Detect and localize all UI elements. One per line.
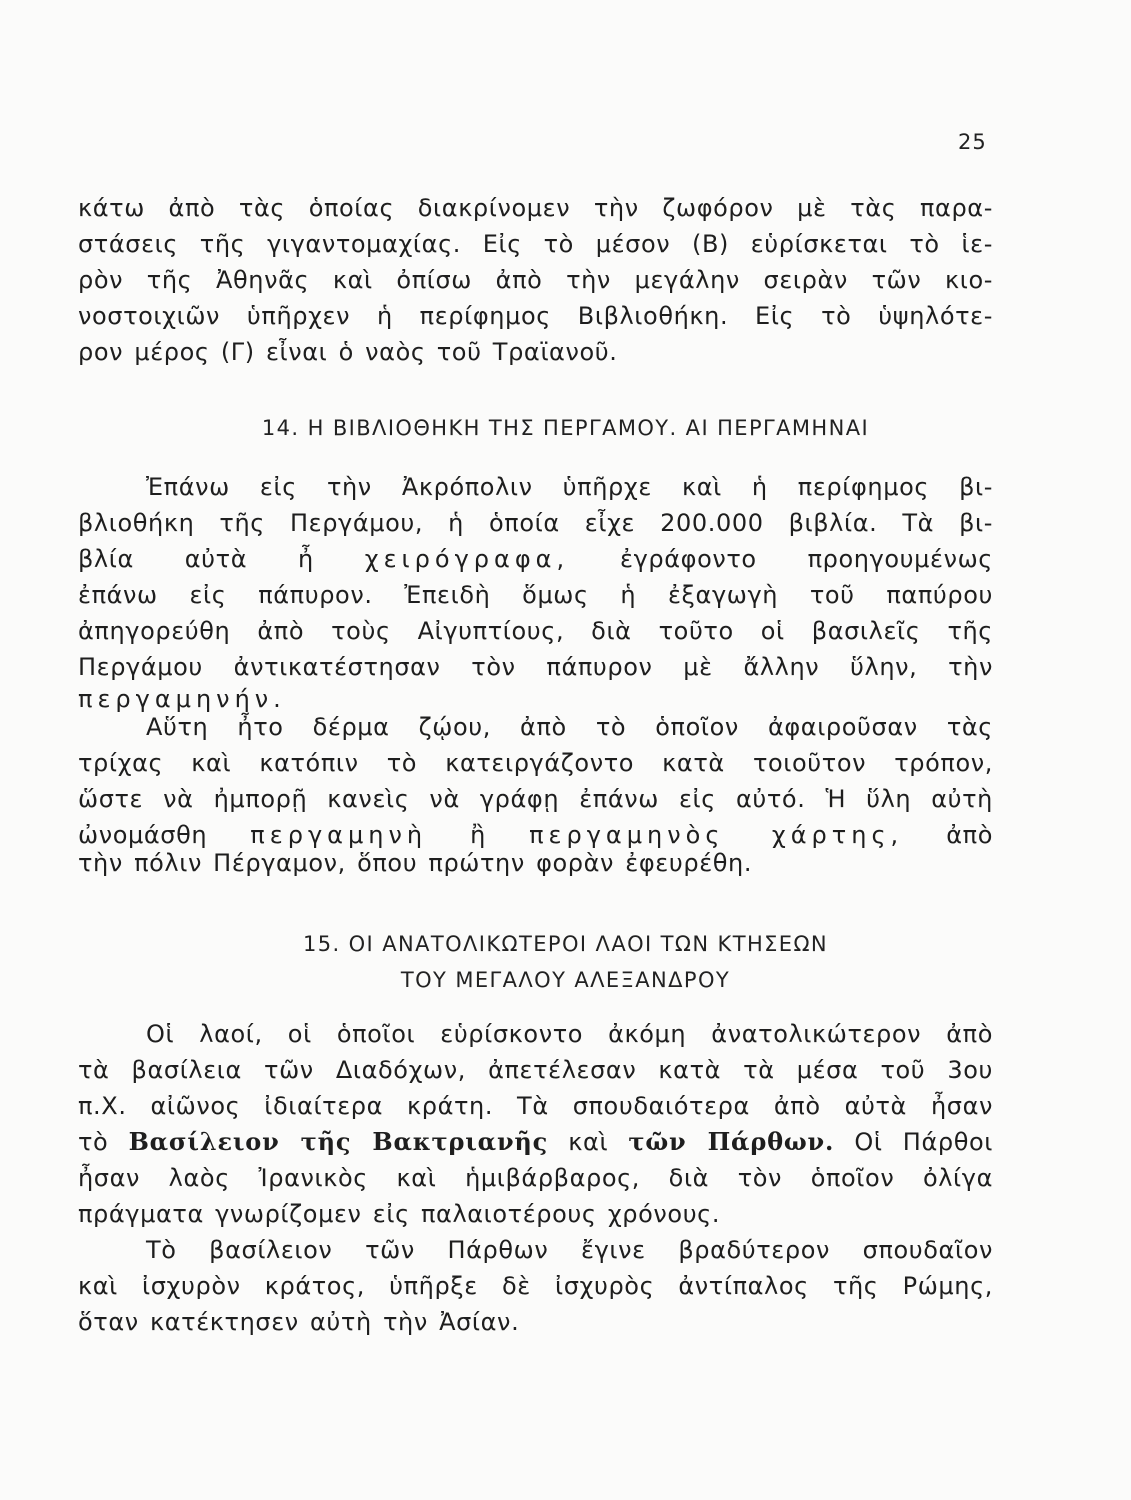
text-line: ρὸν τῆς Ἀθηνᾶς καὶ ὀπίσω ἀπὸ τὴν μεγάλην σειρὰν τῶν κιο- bbox=[78, 266, 993, 294]
text-line: τρίχας καὶ κατόπιν τὸ κατειργάζοντο κατὰ τοιοῦτον τρόπον, bbox=[78, 749, 993, 777]
section-heading-15-line2: ΤΟΥ ΜΕΓΑΛΟΥ ΑΛΕΞΑΝΔΡΟΥ bbox=[400, 968, 731, 992]
emphasized-word: περγαμηνὸς χάρτης, bbox=[529, 821, 904, 849]
text-line: Αὕτη ἦτο δέρμα ζῴου, ἀπὸ τὸ ὁποῖον ἀφαιροῦσαν τὰς bbox=[146, 713, 993, 741]
text-line: καὶ ἰσχυρὸν κράτος, ὑπῆρξε δὲ ἰσχυρὸς ἀντίπαλος τῆς Ρώμης, bbox=[78, 1272, 993, 1300]
text-fragment: καὶ bbox=[568, 1128, 609, 1156]
bold-term: Βασίλειον τῆς Βακτριανῆς bbox=[128, 1127, 549, 1156]
text-fragment: τὸ bbox=[78, 1128, 109, 1156]
text-line: ὅταν κατέκτησεν αὐτὴ τὴν Ἀσίαν. bbox=[78, 1308, 520, 1336]
text-fragment: Οἱ Πάρθοι bbox=[854, 1128, 993, 1156]
text-line: Περγάμου ἀντικατέστησαν τὸν πάπυρον μὲ ἄλλην ὕλην, τὴν bbox=[78, 653, 993, 681]
text-line bbox=[78, 820, 993, 850]
text-line bbox=[78, 1127, 993, 1157]
text-line: ἀπηγορεύθη ἀπὸ τοὺς Αἰγυπτίους, διὰ τοῦτο οἱ βασιλεῖς τῆς bbox=[78, 617, 993, 645]
text-line: τὴν πόλιν Πέργαμον, ὅπου πρώτην φορὰν ἐφευρέθη. bbox=[78, 849, 753, 877]
text-fragment: ἐγράφοντο προηγουμένως bbox=[620, 545, 993, 573]
section-heading-15-line1: 15. ΟΙ ΑΝΑΤΟΛΙΚΩΤΕΡΟΙ ΛΑΟΙ ΤΩΝ ΚΤΗΣΕΩΝ bbox=[302, 932, 829, 956]
emphasized-word: περγαμηνὴ bbox=[250, 821, 428, 849]
text-line: τὰ βασίλεια τῶν Διαδόχων, ἀπετέλεσαν κατὰ τὰ μέσα τοῦ 3ου bbox=[78, 1056, 993, 1084]
text-line: Ἐπάνω εἰς τὴν Ἀκρόπολιν ὑπῆρχε καὶ ἡ περίφημος βι- bbox=[146, 473, 993, 501]
text-line: Οἱ λαοί, οἱ ὁποῖοι εὑρίσκοντο ἀκόμη ἀνατολικώτερον ἀπὸ bbox=[146, 1020, 993, 1048]
text-fragment: ὠνομάσθη bbox=[78, 821, 208, 849]
text-line: νοστοιχιῶν ὑπῆρχεν ἡ περίφημος Βιβλιοθήκη. Εἰς τὸ ὑψηλότε- bbox=[78, 302, 993, 330]
text-fragment: ἀπὸ bbox=[946, 821, 994, 849]
text-line: βλιοθήκη τῆς Περγάμου, ἡ ὁποία εἶχε 200.000 βιβλία. Τὰ βι- bbox=[78, 509, 993, 537]
page-number: 25 bbox=[958, 130, 987, 154]
text-line: κάτω ἀπὸ τὰς ὁποίας διακρίνομεν τὴν ζωφόρον μὲ τὰς παρα- bbox=[78, 194, 993, 222]
text-line: ἦσαν λαὸς Ἰρανικὸς καὶ ἡμιβάρβαρος, διὰ τὸν ὁποῖον ὀλίγα bbox=[78, 1164, 993, 1192]
text-line bbox=[78, 544, 993, 574]
text-line: Τὸ βασίλειον τῶν Πάρθων ἔγινε βραδύτερον σπουδαῖον bbox=[146, 1236, 993, 1264]
text-line: πράγματα γνωρίζομεν εἰς παλαιοτέρους χρόνους. bbox=[78, 1200, 721, 1228]
emphasized-word: χειρόγραφα, bbox=[364, 545, 570, 573]
section-heading-14: 14. Η ΒΙΒΛΙΟΘΗΚΗ ΤΗΣ ΠΕΡΓΑΜΟΥ. ΑΙ ΠΕΡΓΑΜΗΝΑΙ bbox=[261, 416, 870, 440]
text-line: ἐπάνω εἰς πάπυρον. Ἐπειδὴ ὅμως ἡ ἐξαγωγὴ τοῦ παπύρου bbox=[78, 581, 993, 609]
text-line: π.Χ. αἰῶνος ἰδιαίτερα κράτη. Τὰ σπουδαιότερα ἀπὸ αὐτὰ ἦσαν bbox=[78, 1092, 993, 1120]
text-fragment: βλία αὐτὰ ἦ bbox=[78, 545, 314, 573]
bold-term: τῶν Πάρθων. bbox=[628, 1127, 835, 1156]
emphasized-word: περγαμηνήν. bbox=[78, 685, 286, 713]
text-line bbox=[78, 684, 993, 714]
text-fragment: ἢ bbox=[470, 821, 486, 849]
text-line: ὥστε νὰ ἠμπορῇ κανεὶς νὰ γράφῃ ἐπάνω εἰς αὐτό. Ἡ ὕλη αὐτὴ bbox=[78, 785, 993, 813]
text-line: στάσεις τῆς γιγαντομαχίας. Εἰς τὸ μέσον (Β) εὑρίσκεται τὸ ἱε- bbox=[78, 230, 993, 258]
text-line: ρον μέρος (Γ) εἶναι ὁ ναὸς τοῦ Τραϊανοῦ. bbox=[78, 338, 618, 366]
